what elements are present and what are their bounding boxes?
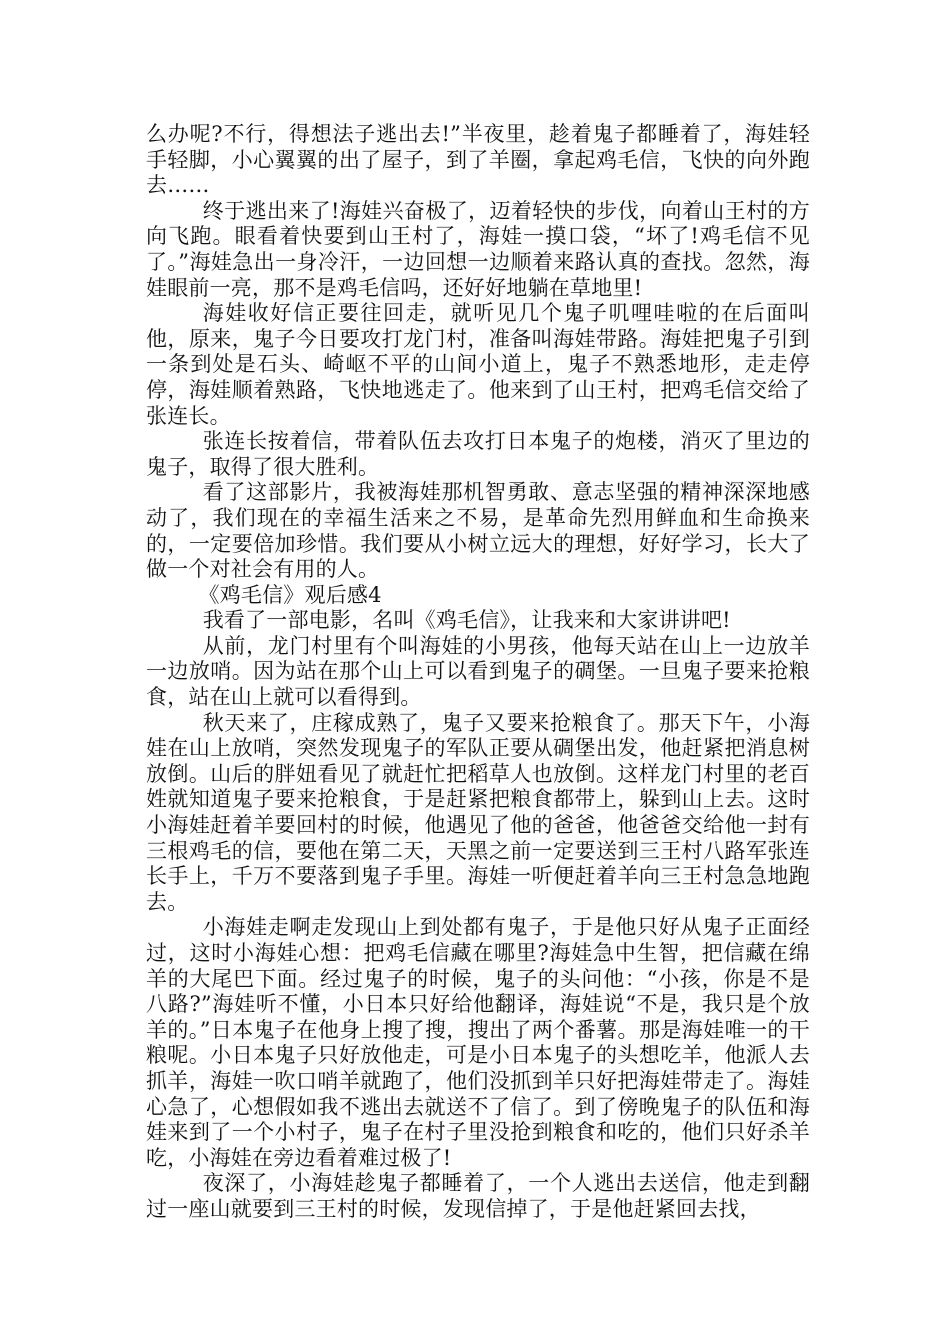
paragraph-continuation: 么办呢?不行，得想法子逃出去!”半夜里，趁着鬼子都睡着了，海娃轻手轻脚，小心翼翼的出了屋子，到了羊圈，拿起鸡毛信，飞快的向外跑去……	[146, 122, 810, 198]
document-page	[146, 122, 810, 1223]
paragraph: 看了这部影片，我被海娃那机智勇敢、意志坚强的精神深深地感动了，我们现在的幸福生活来之不易，是革命先烈用鲜血和生命换来的，一定要倍加珍惜。我们要从小树立远大的理想，好好学习，长大了做一个对社会有用的人。	[146, 480, 810, 582]
paragraph: 我看了一部电影，名叫《鸡毛信》，让我来和大家讲讲吧!	[202, 608, 731, 633]
paragraph: 终于逃出来了!海娃兴奋极了，迈着轻快的步伐，向着山王村的方向飞跑。眼看着快要到山王村了，海娃一摸口袋，“坏了!鸡毛信不见了。”海娃急出一身冷汗，一边回想一边顺着来路认真的查找。忽然，海娃眼前一亮，那不是鸡毛信吗，还好好地躺在草地里!	[146, 198, 810, 300]
paragraph: 夜深了，小海娃趁鬼子都睡着了，一个人逃出去送信，他走到翻过一座山就要到三王村的时候，发现信掉了，于是他赶紧回去找，	[146, 1171, 810, 1221]
paragraph: 张连长按着信，带着队伍去攻打日本鬼子的炮楼，消灭了里边的鬼子，取得了很大胜利。	[146, 429, 810, 479]
paragraph: 小海娃走啊走发现山上到处都有鬼子，于是他只好从鬼子正面经过，这时小海娃心想：把鸡毛信藏在哪里?海娃急中生智，把信藏在绵羊的大尾巴下面。经过鬼子的时候，鬼子的头问他：“小孩，你是不是八路?”海娃听不懂，小日本只好给他翻译，海娃说“不是，我只是个放羊的。”日本鬼子在他身上搜了搜，搜出了两个番薯。那是海娃唯一的干粮呢。小日本鬼子只好放他走，可是小日本鬼子的头想吃羊，他派人去抓羊，海娃一吹口哨羊就跑了，他们没抓到羊只好把海娃带走了。海娃心急了，心想假如我不逃出去就送不了信了。到了傍晚鬼子的队伍和海娃来到了一个小村子，鬼子在村子里没抢到粮食和吃的，他们只好杀羊吃，小海娃在旁边看着难过极了!	[146, 915, 810, 1170]
section-heading: 《鸡毛信》观后感4	[198, 582, 382, 607]
paragraph: 秋天来了，庄稼成熟了，鬼子又要来抢粮食了。那天下午，小海娃在山上放哨，突然发现鬼子的军队正要从碉堡出发，他赶紧把消息树放倒。山后的胖妞看见了就赶忙把稻草人也放倒。这样龙门村里的老百姓就知道鬼子要来抢粮食，于是赶紧把粮食都带上，躲到山上去。这时小海娃赶着羊要回村的时候，他遇见了他的爸爸，他爸爸交给他一封有三根鸡毛的信，要他在第二天，天黑之前一定要送到三王村八路军张连长手上，千万不要落到鬼子手里。海娃一听便赶着羊向三王村急急地跑去。	[146, 710, 810, 914]
paragraph: 从前，龙门村里有个叫海娃的小男孩，他每天站在山上一边放羊一边放哨。因为站在那个山上可以看到鬼子的碉堡。一旦鬼子要来抢粮食，站在山上就可以看得到。	[146, 633, 810, 710]
paragraph: 海娃收好信正要往回走，就听见几个鬼子叽哩哇啦的在后面叫他，原来，鬼子今日要攻打龙门村，准备叫海娃带路。海娃把鬼子引到一条到处是石头、崎岖不平的山间小道上，鬼子不熟悉地形，走走停停，海娃顺着熟路，飞快地逃走了。他来到了山王村，把鸡毛信交给了张连长。	[146, 301, 810, 428]
